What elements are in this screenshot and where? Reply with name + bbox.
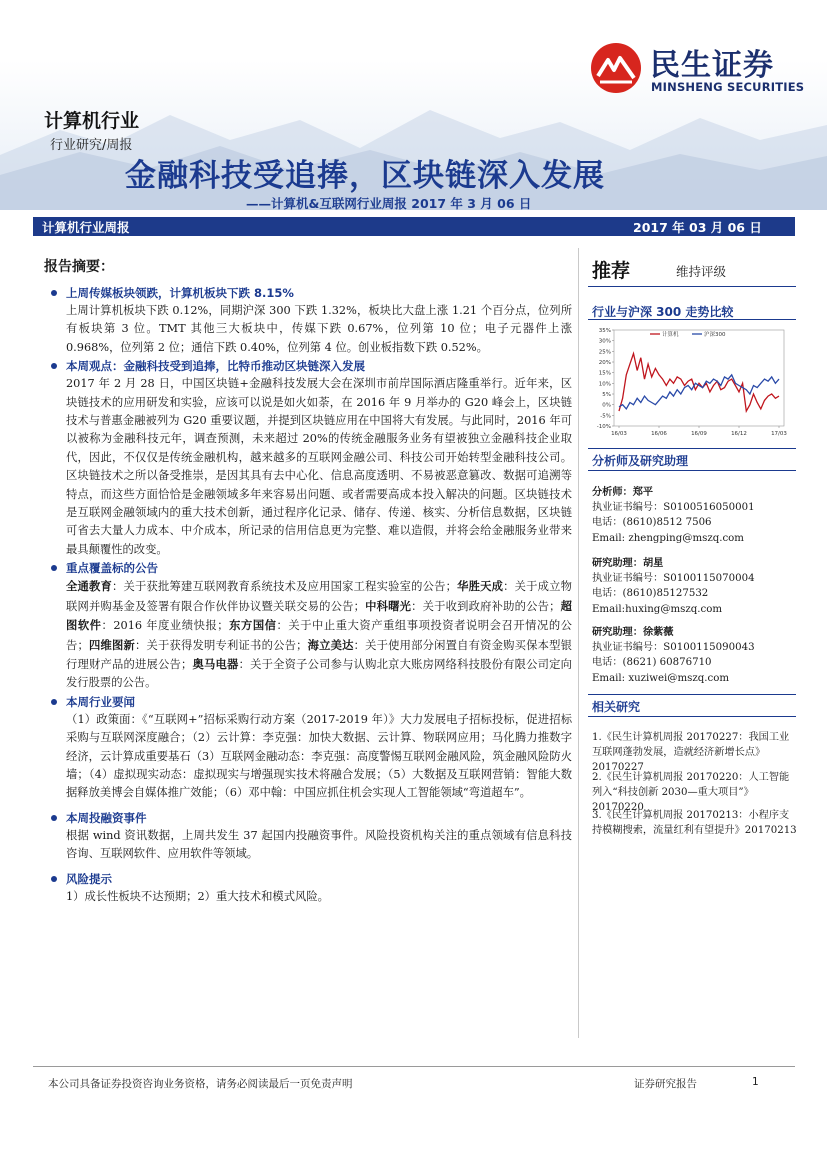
footer-doc-type: 证券研究报告: [634, 1078, 697, 1090]
company-name: 四维图新: [88, 637, 136, 652]
report-subtitle: ——计算机&互联网行业周报 2017 年 3 月 06 日: [246, 196, 532, 211]
analyst-block: 研究助理：徐紫薇 执业证书编号：S0100115090043 电话：(8621) 60876710 Email: xuziwei@mszq.com: [592, 625, 792, 686]
weekly-label: 计算机行业周报: [42, 220, 130, 235]
chart-heading: 行业与沪深 300 走势比较: [592, 305, 734, 319]
sidebar-rule: [588, 448, 796, 449]
y-tick-label: 35%: [598, 328, 611, 334]
column-divider: [578, 248, 579, 1038]
y-tick-label: 30%: [598, 338, 611, 345]
analyst-email[interactable]: Email: xuziwei@mszq.com: [592, 672, 729, 684]
analyst-block: 分析师：郑平 执业证书编号：S0100516050001 电话：(8610)8512 7506 Email: zhengping@mszq.com: [592, 485, 792, 546]
rating-label: 推荐: [592, 260, 631, 282]
company-name: 中科曙光: [364, 598, 412, 613]
analyst-email[interactable]: Email: zhengping@mszq.com: [592, 532, 744, 544]
section-heading: 上周传媒板块领跌，计算机板块下跌 8.15%: [44, 284, 572, 302]
y-tick-label: -5%: [600, 413, 611, 420]
related-report-link[interactable]: 3.《民生计算机周报 20170213：小程序支持模糊搜索，流量红利有望提升》20170213: [592, 810, 797, 836]
trend-chart: [588, 322, 796, 442]
section-body: 1）成长性板块不达预期；2）重大技术和模式风险。: [66, 889, 329, 903]
analyst-block: 研究助理：胡星 执业证书编号：S0100115070004 电话：(8610)85127532 Email:huxing@mszq.com: [592, 556, 792, 617]
chart-frame: [614, 330, 784, 426]
y-tick-label: 0%: [602, 402, 611, 409]
y-tick-label: 25%: [598, 349, 611, 356]
bullet-icon: [51, 363, 57, 369]
analyst-name: 徐紫薇: [642, 626, 674, 638]
section-heading: 风险提示: [44, 870, 572, 888]
analyst-phone: 电话：(8610)85127532: [592, 588, 709, 600]
section-body: （1）政策面：《“互联网+”招标采购行动方案（2017-2019 年）》大力发展电子招标投标，促进招标采购与互联网深度融合；（2）云计算：李克强：加快大数据、云计算、物联网应用；马化腾力推数字经济，云计算成重要基石（3）互联网金融动态：李克强：高度警惕互联网金融风险，筑金融风险防火墙；（4）虚拟现实动态：虚拟现实与增强现实技术将融合发展；（5）大数据及互联网营销：智能大数据释放美博会自媒体推广效能；（6）邓中翰：中国应抓住机会实现人工智能领域“弯道超车”。: [66, 712, 572, 800]
section-heading: 本周投融资事件: [44, 809, 572, 827]
sidebar-rule: [588, 286, 796, 287]
section-body: 上周计算机板块下跌 0.12%，同期沪深 300 下跌 1.32%，板块比大盘上涨 1.21 个百分点，位列所有板块第 3 位。TMT 其他三大板块中，传媒下跌 0.67%，位列第 10 位；电子元器件上涨 0.968%，位列第 2 位；通信下跌 0.40%，位列第 4 位。创业板指数下跌 0.52%。: [66, 304, 572, 354]
footer-disclaimer: 本公司具备证券投资咨询业务资格，请务必阅读最后一页免责声明: [48, 1078, 353, 1090]
analyst-phone: 电话：(8621) 60876710: [592, 657, 712, 669]
company-name: 华胜天成: [456, 579, 504, 594]
y-tick-label: 10%: [598, 381, 611, 388]
analyst-cert: 执业证书编号：S0100115090043: [592, 642, 755, 654]
abstract-column: [44, 256, 572, 906]
legend-label: 计算机: [662, 332, 679, 338]
section-heading: 重点覆盖标的公告: [44, 559, 572, 577]
abstract-heading: 报告摘要：: [44, 259, 114, 275]
bullet-icon: [51, 815, 57, 821]
y-tick-label: 20%: [598, 360, 611, 366]
report-title: 金融科技受追捧，区块链深入发展: [125, 158, 605, 194]
company-name: 全通教育: [66, 579, 113, 594]
section-body: 根据 wind 资讯数据，上周共发生 37 起国内投融资事件。风险投资机构关注的重点领域有信息科技咨询、互联网软件、应用软件等领域。: [66, 828, 572, 861]
bullet-icon: [51, 699, 57, 705]
legend-label: 沪深300: [704, 332, 726, 338]
page-number: 1: [752, 1076, 759, 1088]
analyst-heading: 分析师及研究助理: [592, 454, 689, 468]
x-tick-label: 16/06: [651, 431, 667, 437]
sidebar-rule: [588, 694, 796, 695]
x-tick-label: 16/09: [691, 431, 707, 437]
logo-chinese-name: 民生证券: [650, 48, 774, 83]
x-tick-label: 16/12: [731, 431, 747, 437]
related-heading: 相关研究: [592, 700, 641, 714]
analyst-email[interactable]: Email:huxing@mszq.com: [592, 603, 723, 615]
bullet-icon: [51, 876, 57, 882]
analyst-name: 胡星: [642, 557, 664, 569]
bullet-icon: [51, 290, 57, 296]
y-tick-label: 15%: [598, 370, 611, 377]
bullet-icon: [51, 565, 57, 571]
announcements-body: 全通教育：关于获批筹建互联网教育系统技术及应用国家工程实验室的公告；华胜天成：关于成立物联网并购基金及签署有限合作伙伴协议暨关联交易的公告；中科曙光：关于收到政府补助的公告；超图软件：2016 年度业绩快报；东方国信：关于中止重大资产重组事项投资者说明会召开情况的公告；四维图新：关于获得发明专利证书的公告；海立美达：关于使用部分闲置自有资金购买保本型银行理财产品的进展公告；奥马电器：关于全资子公司参与认购北京大账房网络科技股份有限公司定向发行股票的公告。: [66, 579, 572, 690]
related-report-link[interactable]: 2.《民生计算机周报 20170220：人工智能列入“科技创新 2030—重大项目”》20170220: [592, 772, 790, 813]
minsheng-logo-icon: [590, 42, 642, 94]
footer-rule: [33, 1066, 795, 1067]
analyst-phone: 电话：(8610)8512 7506: [592, 517, 712, 529]
rating-value: 维持评级: [676, 264, 727, 279]
sidebar-rule: [588, 470, 796, 471]
company-name: 海立美达: [307, 637, 354, 652]
x-tick-label: 17/03: [771, 431, 787, 437]
sidebar-rule: [588, 716, 796, 717]
analyst-cert: 执业证书编号：S0100516050001: [592, 502, 755, 514]
logo-english-name: MINSHENG SECURITIES: [651, 80, 805, 94]
company-name: 奥马电器: [192, 656, 239, 671]
analyst-cert: 执业证书编号：S0100115070004: [592, 573, 755, 585]
y-tick-label: -10%: [596, 424, 611, 430]
section-body: 2017 年 2 月 28 日，中国区块链+金融科技发展大会在深圳市前岸国际酒店隆重举行。近年来，区块链技术的应用研发和实验，应该可以说是如火如荼，在 2016 年 9 月举办的 G20 峰会上，区块链技术与普惠金融被列为 G20 重要议题，并提到区块链应用在中国将大有发展。与此同时，2016 年可以被称为金融科技元年，调查预测，未来超过 20%的传统金融服务业务有望被独立金融科技企业取代，因此，不仅仅是传统金融机构，越来越多的互联网金融公司、科技公司开始转型金融科技公司。区块链技术之所以备受推崇，是因其具有去中心化、信息高度透明、不易被恶意篡改、数据可追溯等特点，而这些方面恰恰是金融领域多年来容易出问题、或者需要高成本投入解决的问题。区块链技术是互联网金融领域内的重大技术创新，通过程序化记录、储存、传递、核实、分析信息数据，区块链可省去大量人力成本、中介成本，所记录的信用信息更为完整、难以造假，并将会给金融服务业带来最具颠覆性的改变。: [66, 377, 572, 556]
related-report-link[interactable]: 1.《民生计算机周报 20170227：我国工业互联网蓬勃发展，造就经济新增长点》20170227: [592, 732, 790, 773]
report-date: 2017 年 03 月 06 日: [633, 220, 762, 235]
sidebar-rule: [588, 319, 796, 320]
company-name: 超图软件: [66, 598, 572, 633]
series-line-hs300: [619, 375, 779, 409]
y-tick-label: 5%: [602, 392, 611, 398]
section-heading: 本周行业要闻: [44, 693, 572, 711]
x-tick-label: 16/03: [611, 431, 627, 437]
series-line-computer: [619, 354, 779, 412]
industry-label: 计算机行业: [44, 110, 140, 132]
section-heading: 本周观点：金融科技受到追捧，比特币推动区块链深入发展: [44, 357, 572, 375]
company-name: 东方国信: [228, 618, 277, 633]
report-type: 行业研究/周报: [50, 138, 133, 153]
analyst-name: 郑平: [632, 486, 654, 498]
